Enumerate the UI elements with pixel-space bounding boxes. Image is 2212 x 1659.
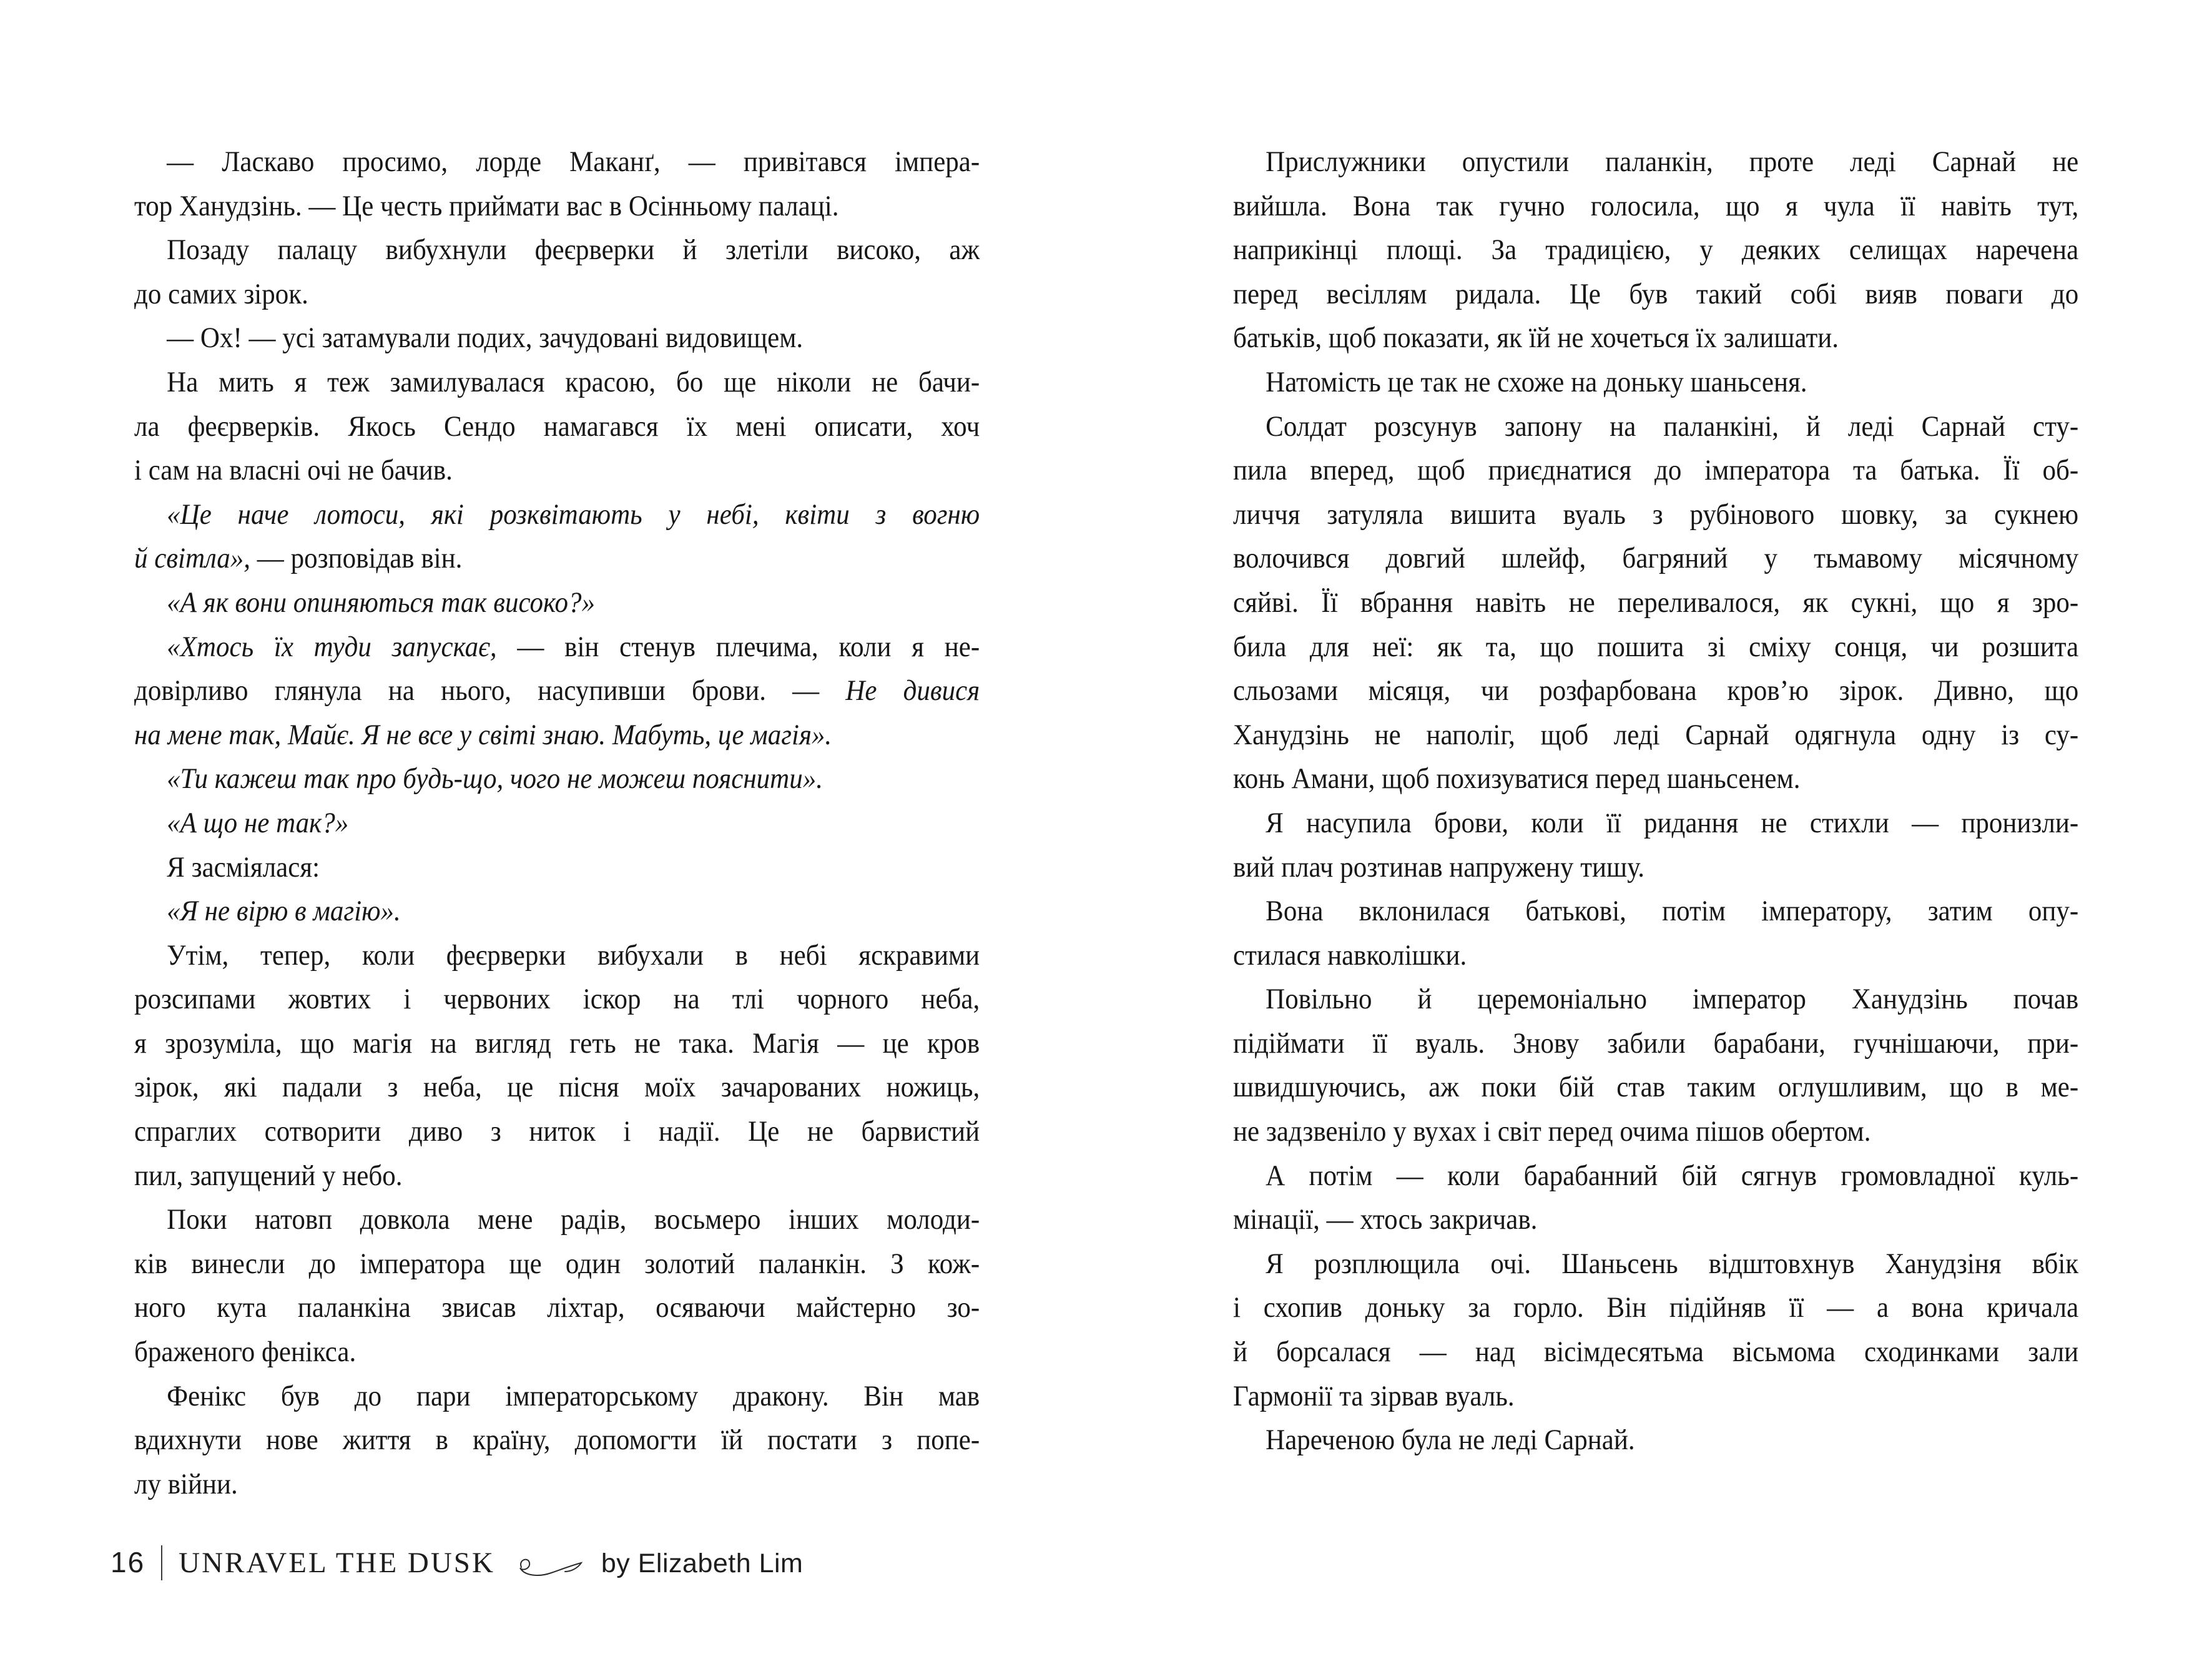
- text-line: [134, 1374, 980, 1419]
- text-segment: наприкінці площі. За традицією, у деяких селищах наречена: [1233, 234, 2079, 267]
- text-line: [134, 536, 980, 581]
- text-line: [134, 625, 980, 669]
- text-line: [1233, 184, 2078, 229]
- text-line: [1233, 845, 2078, 890]
- left-column: [134, 140, 980, 1506]
- text-line: [134, 1065, 980, 1110]
- text-line: [134, 757, 980, 801]
- text-segment: я зрозуміла, що магія на вигляд геть не така. Магія — це кров: [134, 1026, 980, 1060]
- text-line: [1233, 889, 2078, 933]
- text-line: [134, 1330, 980, 1374]
- text-line: [134, 360, 980, 405]
- italic-text-segment: «Хтось їх туди запускає,: [167, 630, 497, 663]
- text-line: [134, 316, 980, 360]
- text-line: [1233, 493, 2078, 537]
- text-line: [134, 228, 980, 272]
- italic-text-segment: «А як вони опиняються так високо?»: [167, 586, 595, 619]
- text-segment: і схопив доньку за горло. Він підійняв її — а вона кричала: [1233, 1291, 2079, 1324]
- text-segment: Солдат розсунув запону на паланкіні, й леді Сарнай сту-: [1266, 410, 2079, 443]
- footer-divider: [161, 1545, 162, 1580]
- text-segment: зірок, які падали з неба, це пісня моїх зачарованих ножиць,: [134, 1071, 980, 1104]
- text-line: [1233, 228, 2078, 272]
- text-line: [1233, 669, 2078, 713]
- text-segment: Натомість це так не схоже на доньку шаньсеня.: [1266, 365, 1807, 398]
- text-segment: розсипами жовтих і червоних іскор на тлі чорного неба,: [134, 983, 980, 1016]
- text-segment: Нареченою була не леді Сарнай.: [1266, 1424, 1635, 1457]
- text-line: [1233, 1021, 2078, 1066]
- text-segment: браженого фенікса.: [134, 1336, 356, 1369]
- text-segment: мінації, — хтось закричав.: [1233, 1203, 1538, 1236]
- text-segment: — Ох! — усі затамували подих, зачудовані видовищем.: [167, 322, 804, 355]
- right-column: [1233, 140, 2078, 1462]
- text-line: [134, 1021, 980, 1066]
- text-segment: і сам на власні очі не бачив.: [134, 454, 453, 487]
- text-segment: ного кута паланкіна звисав ліхтар, осяваючи майстерно зо-: [134, 1291, 980, 1324]
- text-segment: Повільно й церемоніально імператор Ханудзінь почав: [1266, 983, 2079, 1016]
- text-line: [1233, 448, 2078, 493]
- text-segment: Я засміялася:: [167, 850, 320, 884]
- italic-text-segment: Не дивися: [845, 674, 980, 707]
- text-line: [1233, 625, 2078, 669]
- italic-text-segment: «Я не вірю в магію».: [167, 895, 401, 928]
- text-segment: волочився довгий шлейф, багряний у тьмавому місячному: [1233, 542, 2079, 575]
- text-line: [134, 669, 980, 713]
- text-line: [134, 448, 980, 493]
- text-segment: не задзвеніло у вухах і світ перед очима пішов обертом.: [1233, 1115, 1871, 1148]
- text-line: [1233, 1374, 2078, 1419]
- text-line: [1233, 140, 2078, 184]
- text-segment: Я розплющила очі. Шаньсень відштовхнув Ханудзіня вбік: [1266, 1247, 2079, 1280]
- text-line: [1233, 1154, 2078, 1198]
- page-number: 16: [111, 1546, 145, 1578]
- text-line: [134, 140, 980, 184]
- text-segment: Фенікс був до пари імператорському дракону. Він мав: [167, 1379, 980, 1412]
- text-segment: — він стенув плечима, коли я не-: [496, 630, 980, 663]
- text-line: [134, 933, 980, 978]
- text-line: [134, 977, 980, 1021]
- text-line: [1233, 1198, 2078, 1242]
- text-line: [1233, 757, 2078, 801]
- footer: [111, 1543, 803, 1582]
- text-segment: довірливо глянула на нього, насупивши брови. —: [134, 674, 846, 707]
- text-line: [134, 713, 980, 757]
- text-line: [134, 1418, 980, 1462]
- swash-ornament-icon: [511, 1554, 585, 1579]
- text-segment: — Ласкаво просимо, лорде Маканґ, — привітався імпера-: [167, 145, 980, 178]
- text-segment: вдихнути нове життя в країну, допомогти їй постати з попе-: [134, 1424, 980, 1457]
- text-line: [1233, 1418, 2078, 1462]
- text-segment: Я насупила брови, коли її ридання не стихли — пронизли-: [1266, 806, 2079, 839]
- text-line: [1233, 933, 2078, 978]
- text-line: [134, 272, 980, 317]
- text-segment: Поки натовп довкола мене радів, восьмеро інших молоди-: [167, 1203, 980, 1236]
- text-segment: Вона вклонилася батькові, потім імператору, затим опу-: [1266, 895, 2079, 928]
- text-line: [134, 1286, 980, 1330]
- text-segment: пила вперед, щоб приєднатися до імператора та батька. Її об-: [1233, 454, 2079, 487]
- text-line: [1233, 977, 2078, 1021]
- book-title: UNRAVEL THE DUSK: [179, 1547, 495, 1579]
- text-line: [134, 581, 980, 625]
- text-line: [1233, 536, 2078, 581]
- text-segment: личчя затуляла вишита вуаль з рубінового шовку, за сукнею: [1233, 498, 2079, 531]
- text-line: [134, 1198, 980, 1242]
- text-line: [1233, 1330, 2078, 1374]
- italic-text-segment: на мене так, Майє. Я не все у світі знаю. Мабуть, це магія».: [134, 718, 832, 751]
- text-line: [134, 1154, 980, 1198]
- text-segment: На мить я теж замилувалася красою, бо ще ніколи не бачи-: [167, 365, 980, 398]
- italic-text-segment: й світла»,: [134, 542, 251, 575]
- text-segment: сльозами місяця, чи розфарбована кров’ю зірок. Дивно, що: [1233, 674, 2079, 707]
- text-line: [134, 1462, 980, 1507]
- text-segment: била для неї: як та, що пошита зі сміху сонця, чи розшита: [1233, 630, 2079, 663]
- text-segment: батьків, щоб показати, як їй не хочеться їх залишати.: [1233, 322, 1839, 355]
- text-segment: сяйві. Її вбрання навіть не переливалося, як сукні, що я зро-: [1233, 586, 2079, 619]
- text-segment: Ханудзінь не наполіг, щоб леді Сарнай одягнула одну із су-: [1233, 718, 2079, 751]
- text-line: [134, 184, 980, 229]
- text-segment: ків винесли до імператора ще один золотий паланкін. З кож-: [134, 1247, 980, 1280]
- text-segment: ла феєрверків. Якось Сендо намагався їх мені описати, хоч: [134, 410, 980, 443]
- text-segment: пил, запущений у небо.: [134, 1159, 403, 1192]
- text-segment: до самих зірок.: [134, 277, 308, 310]
- text-line: [1233, 272, 2078, 317]
- text-line: [134, 1110, 980, 1154]
- text-line: [134, 845, 980, 890]
- text-segment: вийшла. Вона так гучно голосила, що я чула її навіть тут,: [1233, 189, 2079, 222]
- text-segment: Прислужники опустили паланкін, проте леді Сарнай не: [1266, 145, 2079, 178]
- text-segment: стилася навколішки.: [1233, 938, 1467, 972]
- text-segment: Позаду палацу вибухнули феєрверки й злетіли високо, аж: [167, 234, 980, 267]
- text-segment: — розповідав він.: [250, 542, 463, 575]
- text-segment: швидшуючись, аж поки бій став таким оглушливим, що в ме-: [1233, 1071, 2079, 1104]
- text-segment: й борсалася — над вісімдесятьма вісьмома сходинками зали: [1233, 1336, 2079, 1369]
- text-line: [1233, 801, 2078, 845]
- text-line: [134, 889, 980, 933]
- text-segment: підіймати її вуаль. Знову забили барабани, гучнішаючи, при-: [1233, 1026, 2079, 1060]
- text-line: [134, 801, 980, 845]
- text-line: [134, 1242, 980, 1286]
- text-line: [1233, 316, 2078, 360]
- text-line: [134, 493, 980, 537]
- text-line: [1233, 713, 2078, 757]
- text-segment: Утім, тепер, коли феєрверки вибухали в небі яскравими: [167, 938, 980, 972]
- text-segment: тор Ханудзінь. — Це честь приймати вас в Осінньому палаці.: [134, 189, 839, 222]
- text-line: [1233, 1286, 2078, 1330]
- italic-text-segment: «Це наче лотоси, які розквітають у небі, квіти з вогню: [167, 498, 980, 531]
- text-line: [1233, 1242, 2078, 1286]
- text-segment: перед весіллям ридала. Це був такий собі вияв поваги до: [1233, 277, 2079, 310]
- text-line: [1233, 1110, 2078, 1154]
- text-line: [1233, 1065, 2078, 1110]
- text-line: [134, 405, 980, 449]
- author-credit: by Elizabeth Lim: [601, 1548, 804, 1578]
- text-line: [1233, 581, 2078, 625]
- italic-text-segment: «А що не так?»: [167, 806, 349, 839]
- text-segment: спраглих сотворити диво з ниток і надії. Це не барвистий: [134, 1115, 980, 1148]
- text-line: [1233, 360, 2078, 405]
- text-segment: конь Амани, щоб похизуватися перед шаньсенем.: [1233, 762, 1801, 795]
- text-segment: А потім — коли барабанний бій сягнув громовладної куль-: [1266, 1159, 2079, 1192]
- text-segment: вий плач розтинав напружену тишу.: [1233, 850, 1645, 884]
- italic-text-segment: «Ти кажеш так про будь-що, чого не можеш пояснити».: [167, 762, 823, 795]
- text-line: [1233, 405, 2078, 449]
- text-segment: лу війни.: [134, 1467, 238, 1500]
- text-segment: Гармонії та зірвав вуаль.: [1233, 1379, 1515, 1412]
